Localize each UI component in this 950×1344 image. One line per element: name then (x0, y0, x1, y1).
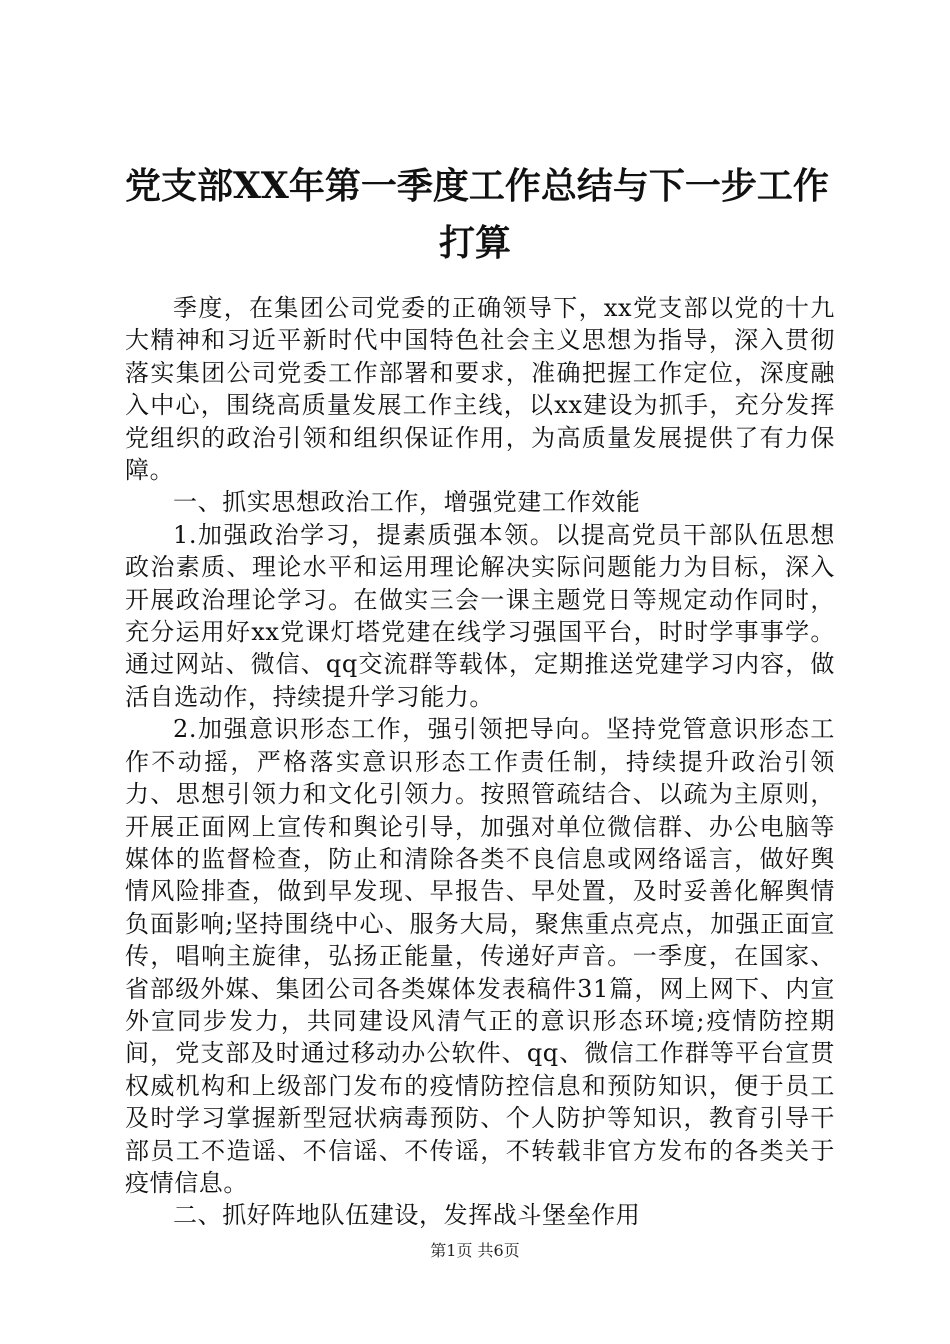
page-number-footer: 第1页 共6页 (430, 1241, 520, 1260)
document-body (125, 292, 835, 1232)
document-title (125, 158, 829, 272)
document-title-line-2: 打算 (438, 222, 511, 264)
section-heading-1: 一、抓实思想政治工作，增强党建工作效能 (173, 488, 641, 517)
paragraph-item-2: 2.加强意识形态工作，强引领把导向。坚持党管意识形态工作不动摇，严格落实意识形态工作责任制，持续提升政治引领力、思想引领力和文化引领力。按照管疏结合、以疏为主原则，开展正面网上宣传和舆论引导，加强对单位微信群、办公电脑等媒体的监督检查，防止和清除各类不良信息或网络谣言，做好舆情风险排查，做到早发现、早报告、早处置，及时妥善化解舆情负面影响;坚持围绕中心、服务大局，聚焦重点亮点，加强正面宣传，唱响主旋律，弘扬正能量，传递好声音。一季度，在国家、省部级外媒、集团公司各类媒体发表稿件31篇，网上网下、内宣外宣同步发力，共同建设风清气正的意识形态环境;疫情防控期间，党支部及时通过移动办公软件、qq、微信工作群等平台宣贯权威机构和上级部门发布的疫情防控信息和预防知识，便于员工及时学习掌握新型冠状病毒预防、个人防护等知识，教育引导干部员工不造谣、不信谣、不传谣，不转载非官方发布的各类关于疫情信息。 (125, 715, 835, 1197)
section-heading-2: 二、抓好阵地队伍建设，发挥战斗堡垒作用 (173, 1201, 641, 1230)
paragraph-intro: 季度，在集团公司党委的正确领导下，xx党支部以党的十九大精神和习近平新时代中国特色社会主义思想为指导，深入贯彻落实集团公司党委工作部署和要求，准确把握工作定位，深度融入中心，围绕高质量发展工作主线，以xx建设为抓手，充分发挥党组织的政治引领和组织保证作用，为高质量发展提供了有力保障。 (125, 294, 835, 485)
document-title-line-1: 党支部XX年第一季度工作总结与下一步工作 (125, 165, 829, 207)
paragraph-item-1: 1.加强政治学习，提素质强本领。以提高党员干部队伍思想政治素质、理论水平和运用理论解决实际问题能力为目标，深入开展政治理论学习。在做实三会一课主题党日等规定动作同时，充分运用好xx党课灯塔党建在线学习强国平台，时时学事事学。通过网站、微信、qq交流群等载体，定期推送党建学习内容，做活自选动作，持续提升学习能力。 (125, 520, 835, 711)
